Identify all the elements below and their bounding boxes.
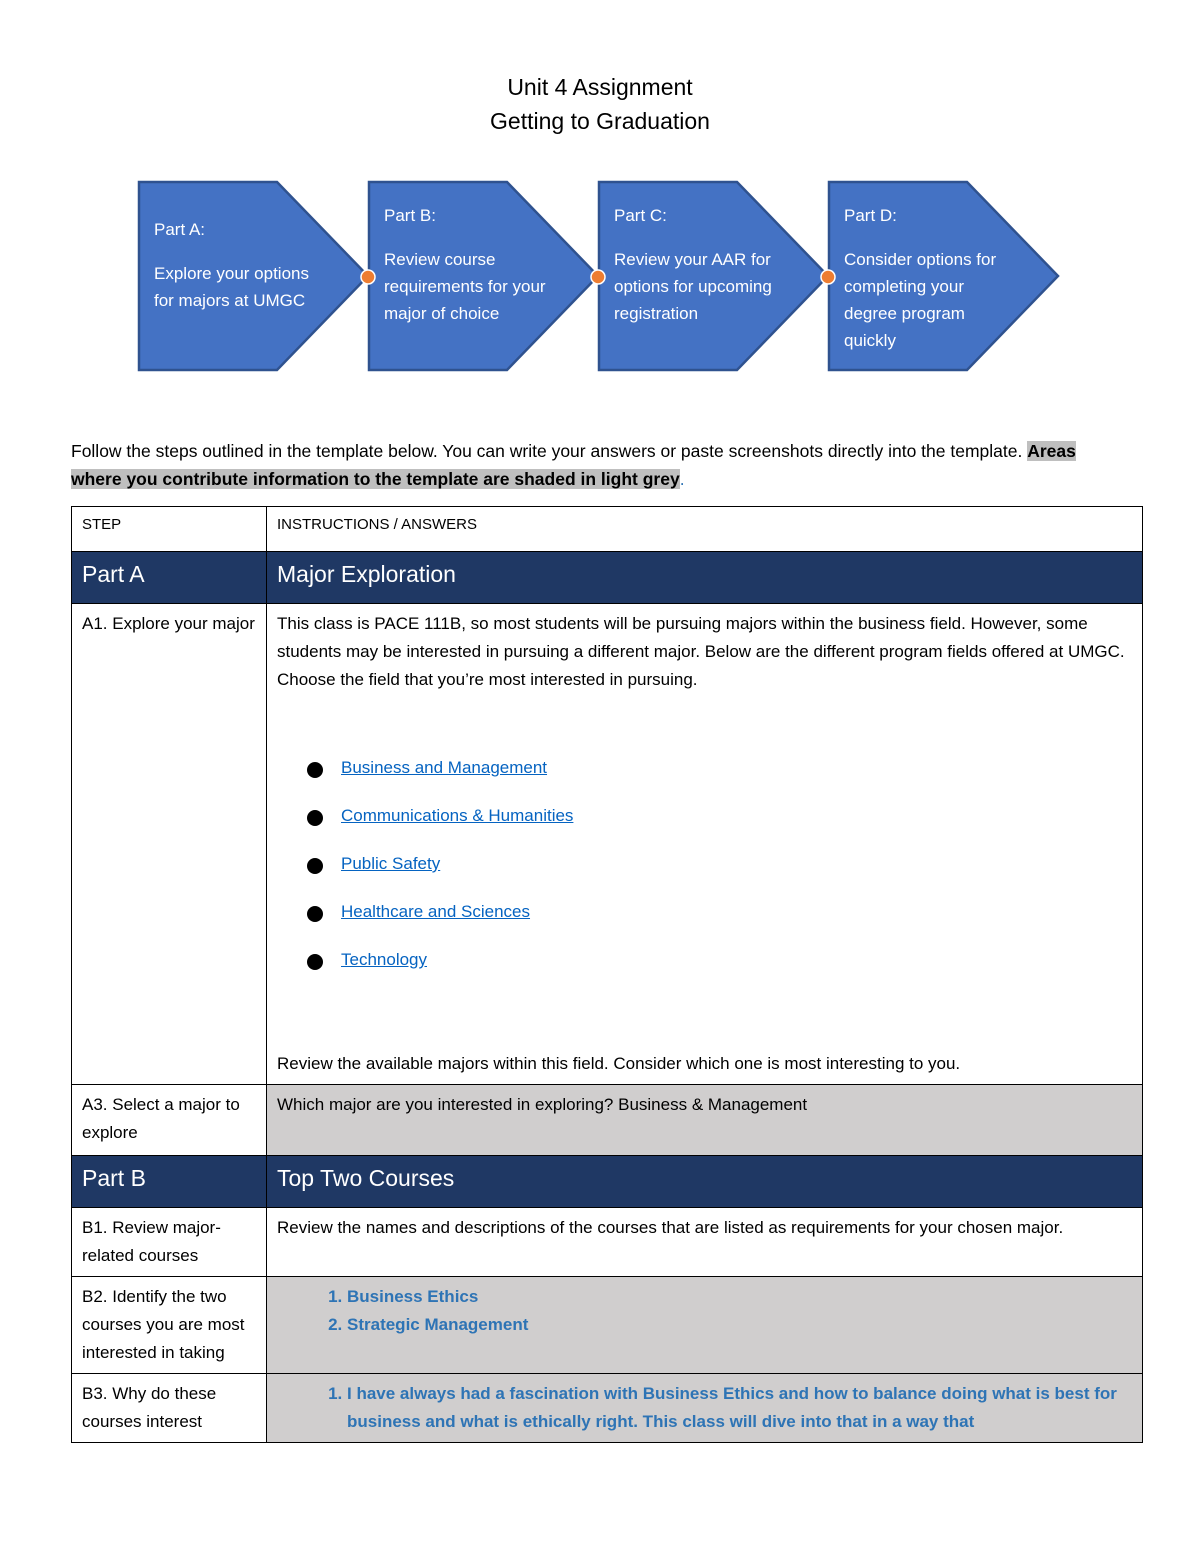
part-a-header <box>72 552 1143 604</box>
b2-answer-2: 2. Strategic Management <box>347 1311 1132 1339</box>
step-b-text: Review course requirements for your major of choice <box>384 250 546 323</box>
part-a-title: Major Exploration <box>267 552 1143 604</box>
step-a-text: Explore your options for majors at UMGC <box>154 264 309 310</box>
document-title: Unit 4 Assignment <box>507 74 693 100</box>
step-c-label: Part C: <box>614 206 667 225</box>
part-a-label: Part A <box>72 552 267 604</box>
b2-answer[interactable] <box>267 1277 1143 1374</box>
bullet-icon <box>307 858 323 874</box>
link-technology[interactable]: Technology <box>341 950 428 969</box>
list-item <box>307 850 1132 898</box>
b2-answer-1: 1. Business Ethics <box>347 1283 1132 1311</box>
table-header-row <box>72 507 1143 552</box>
link-healthcare-sciences[interactable]: Healthcare and Sciences <box>341 902 531 921</box>
connector-dot-3 <box>821 270 835 284</box>
step-c <box>614 202 779 327</box>
b3-step: B3. Why do these courses interest <box>72 1374 267 1443</box>
part-b-title: Top Two Courses <box>267 1156 1143 1208</box>
connector-dot-1 <box>361 270 375 284</box>
intro-text: Follow the steps outlined in the template below. You can write your answers or paste screenshots directly into the template. <box>71 441 1028 461</box>
row-b1 <box>72 1208 1143 1277</box>
step-d <box>844 202 1004 354</box>
part-b-header <box>72 1156 1143 1208</box>
b1-step: B1. Review major-related courses <box>72 1208 267 1277</box>
list-item <box>307 898 1132 946</box>
step-b-label: Part B: <box>384 206 436 225</box>
list-item <box>307 754 1132 802</box>
link-business-management[interactable]: Business and Management <box>341 758 548 777</box>
a3-step: A3. Select a major to explore <box>72 1085 267 1156</box>
b3-answer[interactable] <box>267 1374 1143 1443</box>
row-a3 <box>72 1085 1143 1156</box>
b2-step: B2. Identify the two courses you are most interested in taking <box>72 1277 267 1374</box>
a1-footer: Review the available majors within this field. Consider which one is most interesting to you. <box>277 1054 961 1073</box>
b3-answer-list <box>277 1380 1132 1436</box>
link-public-safety[interactable]: Public Safety <box>341 854 441 873</box>
step-a-label: Part A: <box>154 220 206 239</box>
col-instructions-header: INSTRUCTIONS / ANSWERS <box>267 507 1143 552</box>
process-diagram <box>0 0 1200 400</box>
a1-text: This class is PACE 111B, so most students will be pursuing majors within the business field. However, some students may be interested in pursuing a different major. Below are the different program fields offered at UMGC. Choose the field that you’re most interested in pursuing. <box>277 614 1125 689</box>
bullet-icon <box>307 954 323 970</box>
document-subtitle: Getting to Graduation <box>490 108 710 134</box>
step-b <box>384 202 549 327</box>
row-b3 <box>72 1374 1143 1443</box>
step-a <box>154 216 314 314</box>
connector-dot-2 <box>591 270 605 284</box>
link-communications-humanities[interactable]: Communications & Humanities <box>341 806 574 825</box>
bullet-icon <box>307 810 323 826</box>
step-c-text: Review your AAR for options for upcoming registration <box>614 250 772 323</box>
step-d-label: Part D: <box>844 206 897 225</box>
row-b2 <box>72 1277 1143 1374</box>
a3-answer[interactable]: Which major are you interested in exploring? Business & Management <box>267 1085 1143 1156</box>
list-item <box>307 946 1132 994</box>
intro-period: . <box>679 469 685 489</box>
col-step-header: STEP <box>72 507 267 552</box>
part-b-label: Part B <box>72 1156 267 1208</box>
step-d-text: Consider options for completing your degree program quickly <box>844 250 997 350</box>
a1-instructions <box>267 604 1143 1085</box>
bullet-icon <box>307 762 323 778</box>
row-a1 <box>72 604 1143 1085</box>
intro-paragraph <box>71 437 1131 493</box>
list-item <box>307 802 1132 850</box>
b1-text: Review the names and descriptions of the courses that are listed as requirements for your chosen major. <box>267 1208 1143 1277</box>
field-list <box>307 754 1132 994</box>
intro-highlight: Areas where you contribute information to the template are shaded in light grey <box>71 441 1076 489</box>
b2-answer-list <box>277 1283 1132 1339</box>
assignment-template-table <box>71 506 1143 1443</box>
b3-answer-1: 1. I have always had a fascination with Business Ethics and how to balance doing what is best for business and what is ethically right. This class will dive into that in a way that <box>347 1380 1132 1436</box>
a1-step: A1. Explore your major <box>72 604 267 1085</box>
bullet-icon <box>307 906 323 922</box>
